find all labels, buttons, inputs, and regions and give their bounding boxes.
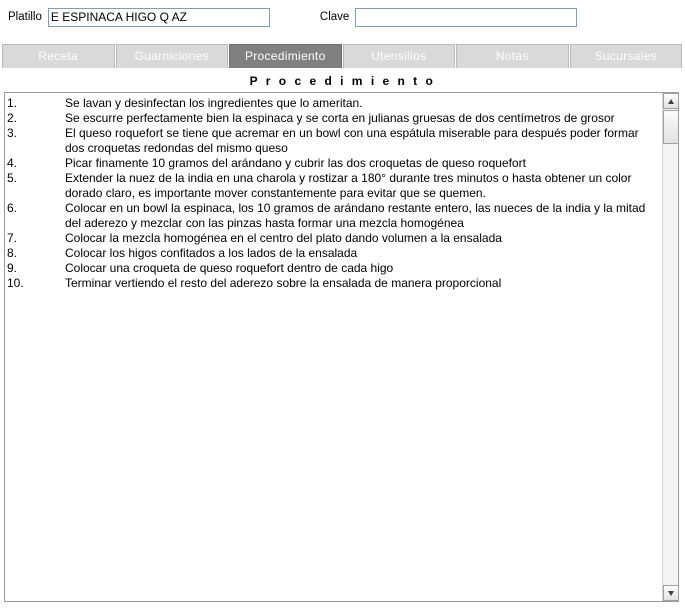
step-text: Colocar una croqueta de queso roquefort dentro de cada higo	[65, 261, 394, 275]
step-text: Se lavan y desinfectan los ingredientes que lo ameritan.	[65, 96, 363, 110]
step-number: 6.	[7, 201, 18, 215]
step-text: El queso roquefort se tiene que acremar en un bowl con una espátula miserable para después poder formar dos croquetas redondas del mismo queso	[65, 126, 639, 155]
step-number: 9.	[7, 261, 18, 275]
step-text: Colocar la mezcla homogénea en el centro del plato dando volumen a la ensalada	[65, 231, 502, 245]
tab-sucursales[interactable]: Sucursales	[570, 44, 683, 68]
step-number: 5.	[7, 171, 18, 185]
tab-receta[interactable]: Receta	[2, 44, 115, 68]
step-text: Colocar en un bowl la espinaca, los 10 gramos de arándano restante entero, las nueces de la india y la mitad del aderezo y mezclar con las pinzas hasta formar una mezcla homogénea	[65, 201, 646, 230]
arrow-up-icon	[668, 99, 674, 104]
list-item	[7, 96, 657, 111]
list-item	[7, 276, 657, 291]
step-number: 2.	[7, 111, 18, 125]
scrollbar-track[interactable]	[663, 110, 678, 584]
list-item	[7, 171, 657, 201]
list-item	[7, 156, 657, 171]
list-item	[7, 261, 657, 276]
page-title: P r o c e d i m i e n t o	[249, 74, 436, 88]
step-text: Picar finamente 10 gramos del arándano y cubrir las dos croquetas de queso roquefort	[65, 156, 526, 170]
list-item	[7, 111, 657, 126]
scroll-up-button[interactable]	[663, 93, 679, 109]
form-header	[0, 0, 685, 34]
step-number: 10.	[7, 276, 24, 290]
tab-utensilios[interactable]: Utensilios	[343, 44, 456, 68]
step-number: 7.	[7, 231, 18, 245]
step-text: Terminar vertiendo el resto del aderezo sobre la ensalada de manera proporcional	[65, 276, 502, 290]
list-item	[7, 126, 657, 156]
step-number: 8.	[7, 246, 18, 260]
procedure-panel[interactable]	[4, 92, 679, 602]
tab-procedimiento[interactable]: Procedimiento	[229, 44, 342, 68]
scrollbar-thumb[interactable]	[663, 110, 679, 144]
list-item	[7, 246, 657, 261]
tab-notas[interactable]: Notas	[456, 44, 569, 68]
tab-guarniciones[interactable]: Guarniciones	[116, 44, 229, 68]
step-text: Extender la nuez de la india en una charola y rostizar a 180° durante tres minutos o hasta obtener un color dorado claro, es importante mover constantemente para evitar que se quemen.	[65, 171, 632, 200]
step-text: Se escurre perfectamente bien la espinaca y se corta en julianas gruesas de dos centímetros de grosor	[65, 111, 615, 125]
vertical-scrollbar[interactable]	[662, 93, 678, 601]
step-number: 3.	[7, 126, 18, 140]
step-number: 4.	[7, 156, 18, 170]
clave-input[interactable]	[355, 8, 577, 27]
platillo-label: Platillo	[8, 11, 42, 23]
step-text: Colocar los higos confitados a los lados de la ensalada	[65, 246, 358, 260]
arrow-down-icon	[668, 591, 674, 596]
list-item	[7, 231, 657, 246]
list-item	[7, 201, 657, 231]
clave-label: Clave	[319, 11, 350, 23]
scroll-down-button[interactable]	[663, 585, 679, 601]
procedure-text-area[interactable]	[5, 93, 661, 601]
step-number: 1.	[7, 96, 18, 110]
platillo-input[interactable]	[48, 8, 270, 27]
tab-bar	[2, 44, 683, 68]
